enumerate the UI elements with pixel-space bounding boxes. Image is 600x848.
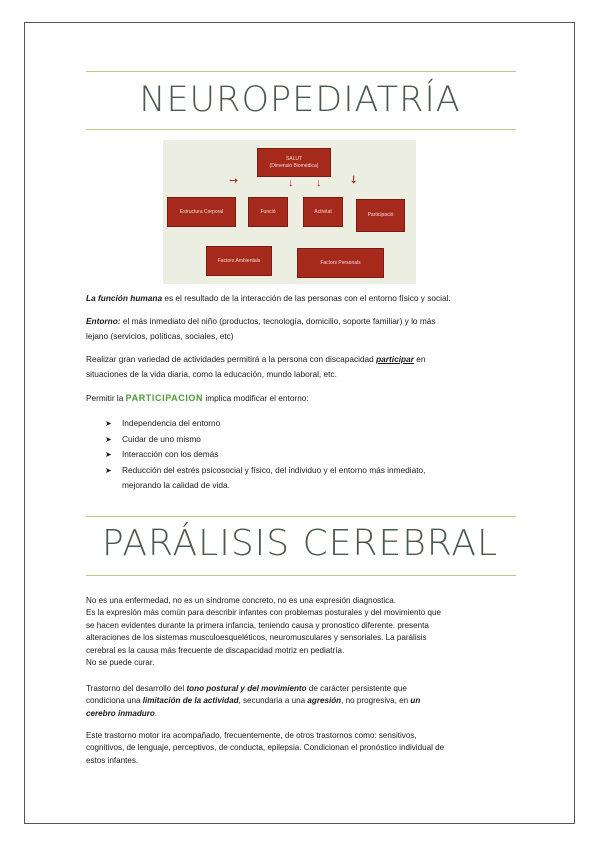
list-item-continuation — [105, 478, 525, 494]
diagram-box-salut-sub: (Dimensió Biomèdica) — [269, 162, 319, 169]
text-participar-after: en — [413, 354, 426, 364]
text-trastorno-a: Trastorno del desarrollo del — [86, 684, 187, 693]
text-line: Es la expresión más común para describir infantes con problemas posturales y del movimiento que — [86, 608, 441, 618]
text-line: se hacen evidentes durante la primera infancia, teniendo causa y pronostico diferente. presenta — [86, 620, 429, 630]
text-trastorno-f: , secundaria a una — [238, 696, 308, 706]
diagram-box-funcio: Funció — [248, 197, 288, 227]
text-trastorno-c: de carácter persistente que — [306, 684, 407, 693]
text-line: cerebral es la causa más frecuente de discapacidad motriz en pediatría. — [86, 645, 345, 655]
page-title-neuropediatria: NEUROPEDIATRÍA — [139, 80, 461, 120]
paragraph-acompanado — [86, 730, 526, 767]
text-line: Este trastorno motor ira acompañado, frecuentemente, de otros trastornos como: sensitivos, — [86, 731, 417, 740]
term-cerebro-inmaduro: cerebro inmaduro — [86, 708, 155, 718]
list-item-text: Cuidar de uno mismo — [122, 433, 201, 444]
list-item-text: Interacción con los demás — [122, 449, 219, 460]
text-line: No se puede curar. — [86, 658, 155, 668]
arrow-left-icon: ➘ — [226, 173, 242, 189]
diagram-box-salut — [257, 148, 331, 177]
bullet-list — [105, 416, 525, 494]
list-item-text: Reducción del estrés psicosocial y físico, del individuo y el entorno más inmediato, — [122, 464, 426, 475]
paragraph-funcion-humana — [86, 291, 526, 306]
arrow-bullet-icon: ➤ — [105, 450, 112, 460]
title-rule-top-2 — [86, 516, 516, 517]
text-trastorno-d: condiciona una — [86, 696, 143, 706]
text-trastorno-h: , no progresiva, en — [341, 696, 411, 706]
diagram-box-participacio: Participació — [356, 199, 405, 232]
text-participacion-before: Permitir la — [86, 393, 126, 403]
text-participar-2: situaciones de la vida diaria, como la educación, mundo laboral, etc. — [86, 369, 337, 379]
paragraph-participacion — [86, 391, 526, 406]
arrow-down-2-icon: ↓ — [316, 177, 322, 189]
list-item-text: mejorando la calidad de vida. — [122, 480, 230, 491]
term-limitacion: limitación de la actividad — [142, 696, 239, 706]
diagram-box-factors-personals: Factors Personals — [297, 248, 384, 278]
list-item — [105, 432, 525, 448]
term-tono-postural: tono postural y del movimiento — [186, 684, 307, 693]
term-un: un — [410, 696, 421, 706]
term-agresion: agresión — [307, 696, 342, 706]
diagram-box-estructura: Estructura Corporal — [167, 197, 236, 227]
paragraph-trastorno — [86, 683, 526, 720]
term-entorno: Entorno: — [86, 316, 121, 326]
title-rule-bottom — [86, 129, 516, 130]
text-funcion-humana: es el resultado de la interacción de las personas con el entorno físico y social. — [162, 293, 451, 303]
title-rule-top — [86, 71, 516, 72]
arrow-right-icon: ➘ — [345, 172, 361, 188]
arrow-bullet-icon: ➤ — [105, 465, 112, 475]
text-entorno-2: lejano (servicios, políticas, sociales, etc) — [86, 331, 234, 341]
text-line: cognitivos, de lenguaje, perceptivos, de conducta, epilepsia. Condicionan el pronóstico individual de — [86, 743, 445, 753]
paragraph-definicion — [86, 595, 526, 669]
text-line: estos infantes. — [86, 755, 139, 765]
arrow-down-1-icon: ↓ — [288, 177, 294, 189]
text-entorno-1: el más inmediato del niño (productos, tecnología, domicilio, soporte familiar) y lo más — [120, 316, 436, 326]
term-participar: participar — [376, 354, 414, 364]
title-rule-bottom-2 — [86, 575, 516, 576]
diagram-box-factors-ambientals: Factors Ambientals — [206, 246, 272, 276]
diagram-box-activitat: Activitat — [303, 197, 343, 227]
term-participacion: PARTICIPACION — [125, 393, 204, 403]
icf-diagram — [163, 140, 416, 284]
list-item-text: Independencia del entorno — [122, 418, 221, 428]
paragraph-participar — [86, 352, 526, 382]
arrow-bullet-icon: ➤ — [105, 419, 112, 428]
diagram-box-salut-title: SALUT — [285, 156, 303, 162]
page-title-paralisis: PARÁLISIS CEREBRAL — [101, 523, 499, 564]
text-participar-before: Realizar gran variedad de actividades permitirá a la persona con discapacidad — [86, 354, 377, 364]
term-funcion-humana: La función humana — [86, 293, 163, 303]
text-line: No es una enfermedad, no es un síndrome concreto, no es una expresión diagnostica. — [86, 596, 397, 605]
list-item — [105, 416, 525, 432]
list-item — [105, 463, 525, 479]
list-item — [105, 447, 525, 463]
paragraph-entorno — [86, 314, 526, 344]
text-trastorno-k: . — [154, 708, 158, 718]
text-participacion-after: implica modificar el entorno: — [203, 393, 309, 403]
arrow-bullet-icon: ➤ — [105, 434, 112, 444]
text-line: alteraciones de los sistemas musculoesqueléticos, neuromusculares y sensoriales. La parálisis — [86, 633, 427, 643]
